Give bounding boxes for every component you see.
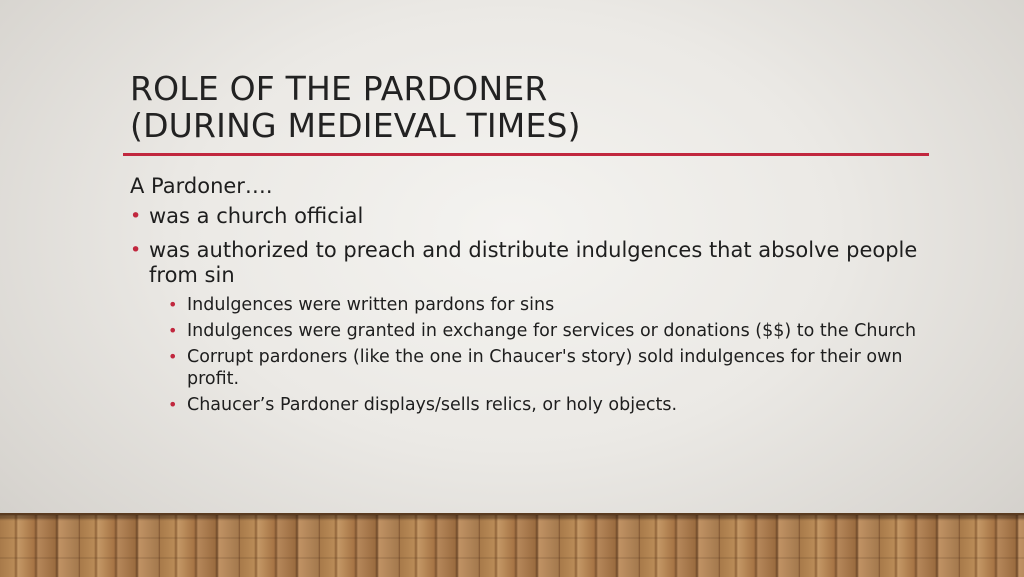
bullet-list <box>130 204 920 416</box>
sub-bullet-icon: • <box>168 295 178 314</box>
slide-body <box>130 172 920 425</box>
sub-bullet-text: Indulgences were granted in exchange for services or donations ($$) to the Church <box>187 321 917 341</box>
sub-bullet-icon: • <box>168 347 178 366</box>
sub-bullet-item <box>168 394 920 416</box>
sub-bullet-item <box>168 294 920 316</box>
slide-title <box>130 70 910 144</box>
sub-bullet-text: Corrupt pardoners (like the one in Chaucer's story) sold indulgences for their own profit. <box>187 347 903 389</box>
sub-bullet-text: Indulgences were written pardons for sins <box>187 295 555 315</box>
sub-bullet-text: Chaucer’s Pardoner displays/sells relics, or holy objects. <box>187 395 678 415</box>
bullet-text: was a church official <box>149 204 364 228</box>
bullet-item <box>130 238 920 416</box>
bullet-item <box>130 204 920 229</box>
wood-floor-decoration <box>0 513 1024 577</box>
sub-bullet-icon: • <box>168 321 178 340</box>
sub-bullet-icon: • <box>168 395 178 414</box>
title-line-1: ROLE OF THE PARDONER <box>130 69 548 108</box>
lead-text: A Pardoner…. <box>130 174 273 198</box>
sub-bullet-item <box>168 320 920 342</box>
title-divider <box>123 153 929 156</box>
sub-bullet-list <box>149 294 920 416</box>
bullet-icon: • <box>130 205 142 227</box>
sub-bullet-item <box>168 346 920 390</box>
title-line-2: (DURING MEDIEVAL TIMES) <box>130 106 581 145</box>
bullet-text: was authorized to preach and distribute indulgences that absolve people from sin <box>149 238 918 287</box>
bullet-icon: • <box>130 239 142 261</box>
